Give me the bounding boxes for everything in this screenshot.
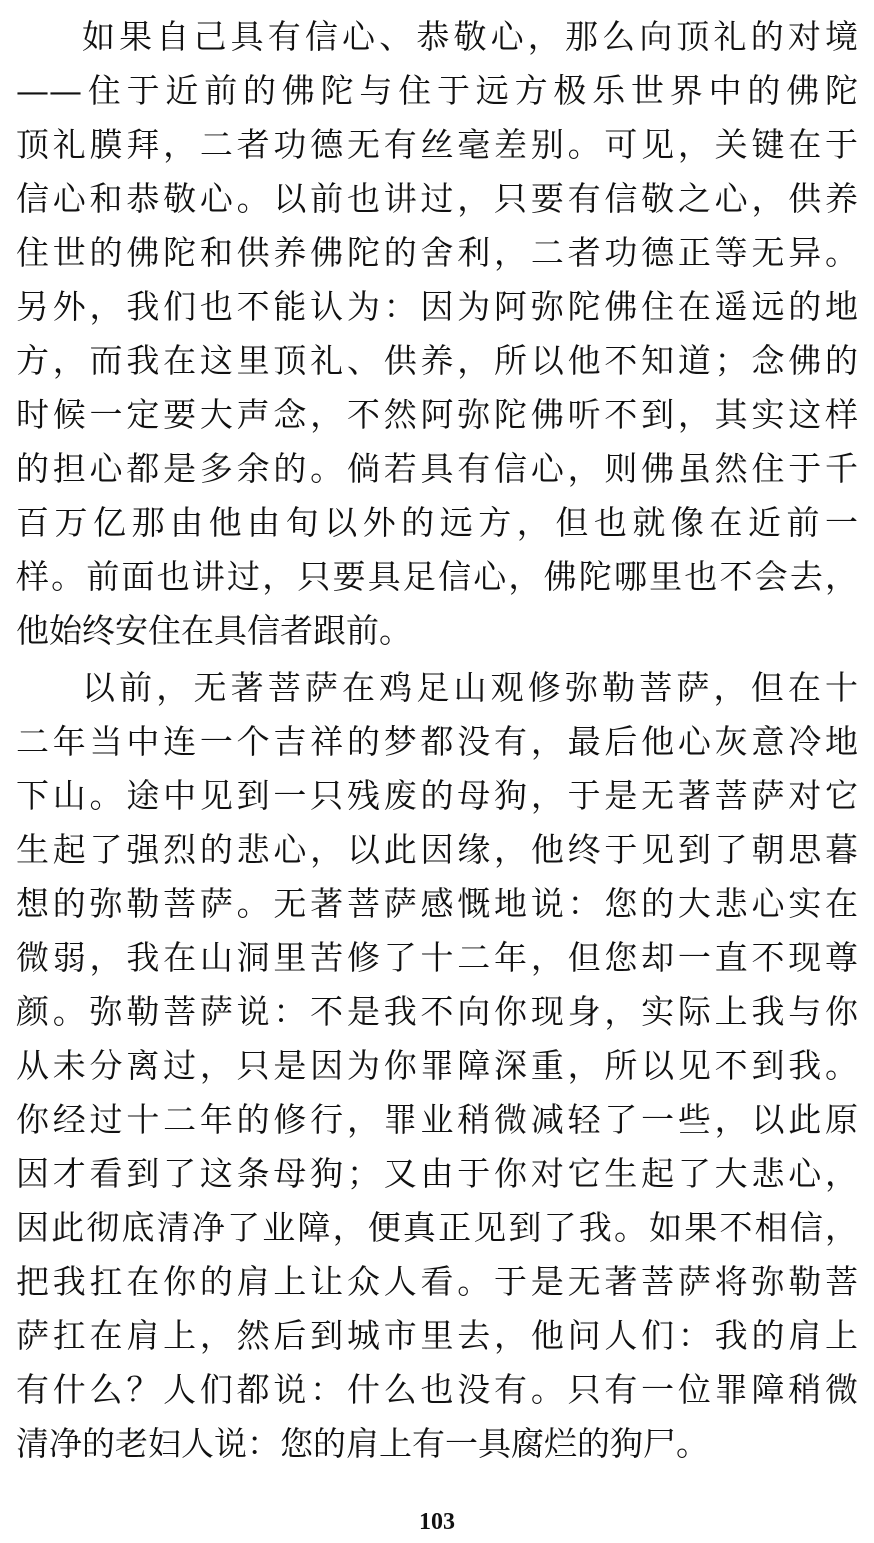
text-line: ——住于近前的佛陀与住于远方极乐世界中的佛陀	[16, 71, 858, 110]
text-line: 方，而我在这里顶礼、供养，所以他不知道；念佛的	[16, 341, 858, 380]
text-line: 信心和恭敬心。以前也讲过，只要有信敬之心，供养	[16, 179, 858, 218]
text-line: 颜。弥勒菩萨说：不是我不向你现身，实际上我与你	[16, 992, 858, 1031]
text-line: 有什么？人们都说：什么也没有。只有一位罪障稍微	[16, 1370, 858, 1409]
text-line: 因才看到了这条母狗；又由于你对它生起了大悲心，	[16, 1154, 858, 1193]
text-line: 清净的老妇人说：您的肩上有一具腐烂的狗尸。	[16, 1424, 709, 1463]
text-line: 你经过十二年的修行，罪业稍微减轻了一些，以此原	[16, 1100, 858, 1139]
text-line: 时候一定要大声念，不然阿弥陀佛听不到，其实这样	[16, 395, 858, 434]
text-line: 百万亿那由他由旬以外的远方，但也就像在近前一	[16, 503, 858, 542]
text-line: 因此彻底清净了业障，便真正见到了我。如果不相信，	[16, 1208, 858, 1247]
text-line: 萨扛在肩上，然后到城市里去，他问人们：我的肩上	[16, 1316, 858, 1355]
page-number: 103	[419, 1509, 455, 1535]
text-line: 微弱，我在山洞里苦修了十二年，但您却一直不现尊	[16, 938, 858, 977]
text-line: 另外，我们也不能认为：因为阿弥陀佛住在遥远的地	[16, 287, 858, 326]
text-line: 样。前面也讲过，只要具足信心，佛陀哪里也不会去，	[16, 557, 858, 596]
text-line: 住世的佛陀和供养佛陀的舍利，二者功德正等无异。	[16, 233, 858, 272]
text-line: 从未分离过，只是因为你罪障深重，所以见不到我。	[16, 1046, 858, 1085]
text-line: 把我扛在你的肩上让众人看。于是无著菩萨将弥勒菩	[16, 1262, 858, 1301]
text-line: 想的弥勒菩萨。无著菩萨感慨地说：您的大悲心实在	[16, 884, 858, 923]
text-line: 的担心都是多余的。倘若具有信心，则佛虽然住于千	[16, 449, 858, 488]
text-line: 生起了强烈的悲心，以此因缘，他终于见到了朝思暮	[16, 830, 858, 869]
text-line: 如果自己具有信心、恭敬心，那么向顶礼的对境	[82, 17, 858, 56]
text-line: 他始终安住在具信者跟前。	[16, 611, 412, 650]
text-line: 下山。途中见到一只残废的母狗，于是无著菩萨对它	[16, 776, 858, 815]
text-line: 二年当中连一个吉祥的梦都没有，最后他心灰意冷地	[16, 722, 858, 761]
text-line: 以前，无著菩萨在鸡足山观修弥勒菩萨，但在十	[82, 668, 858, 707]
text-line: 顶礼膜拜，二者功德无有丝毫差别。可见，关键在于	[16, 125, 858, 164]
